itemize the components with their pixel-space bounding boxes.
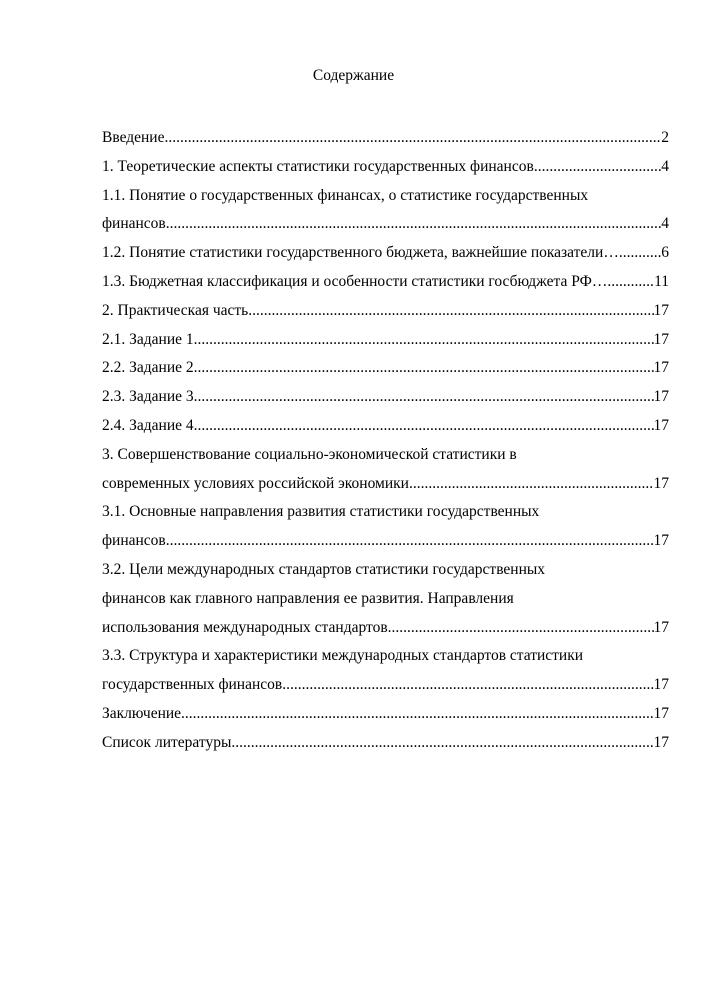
toc-entry-leader-line <box>102 527 669 556</box>
dot-leader <box>166 527 654 556</box>
toc-entry-text-line: 3.3. Структура и характеристики международных стандартов статистики <box>102 647 584 665</box>
toc-entry-leader-line <box>102 326 669 355</box>
toc-entry-leader-line <box>102 700 669 729</box>
toc-entry-text-line: 3. Совершенствование социально-экономической статистики в <box>102 445 517 463</box>
toc-entry-leader-line <box>102 268 669 297</box>
toc-entry-label: 2.4. Задание 4 <box>102 416 194 434</box>
dot-leader <box>231 729 653 758</box>
dot-leader <box>194 354 654 383</box>
toc-entry <box>102 441 669 499</box>
toc-entry-label: 2. Практическая часть <box>102 301 249 319</box>
toc-entry-label: 2.3. Задание 3 <box>102 388 194 406</box>
toc-entry <box>102 239 669 268</box>
toc-entry-text-line: финансов как главного направления ее развития. Направления <box>102 589 514 607</box>
toc-entry-label: 1. Теоретические аспекты статистики государственных финансов <box>102 157 534 175</box>
toc-page-number: 17 <box>653 676 669 694</box>
toc-entry-label: 1.3. Бюджетная классификация и особенности статистики госбюджета РФ….. <box>102 272 616 290</box>
toc-entry-text-line: 3.1. Основные направления развития статистики государственных <box>102 503 540 521</box>
toc-entry <box>102 153 669 182</box>
toc-entry-leader-line <box>102 671 669 700</box>
dot-leader <box>409 470 654 499</box>
table-of-contents <box>102 124 669 758</box>
dot-leader <box>248 297 653 326</box>
toc-entry-leader-line <box>102 412 669 441</box>
toc-entry-label: государственных финансов <box>102 676 283 694</box>
toc-page-number: 17 <box>653 733 669 751</box>
toc-entry <box>102 729 669 758</box>
toc-entry <box>102 642 669 700</box>
toc-entry-leader-line <box>102 470 669 499</box>
toc-entry-leader-line <box>102 297 669 326</box>
toc-entry <box>102 297 669 326</box>
toc-entry-label: финансов <box>102 215 166 233</box>
toc-entry-leader-line <box>102 210 669 239</box>
toc-entry-label: 1.2. Понятие статистики государственного бюджета, важнейшие показатели… <box>102 244 619 262</box>
dot-leader <box>534 153 661 182</box>
toc-page-number: 6 <box>661 244 669 262</box>
toc-title: Содержание <box>312 67 395 84</box>
toc-entry <box>102 556 669 642</box>
toc-entry <box>102 383 669 412</box>
toc-page-number: 17 <box>653 388 669 406</box>
toc-page-number: 17 <box>653 359 669 377</box>
dot-leader <box>164 124 661 153</box>
toc-page-number: 4 <box>661 215 669 233</box>
toc-page-number: 2 <box>661 129 669 146</box>
toc-entry-leader-line <box>102 614 669 643</box>
dot-leader <box>194 326 654 355</box>
toc-page-number: 17 <box>653 416 669 434</box>
toc-entry-leader-line <box>102 239 669 268</box>
toc-entry-label: Заключение <box>102 704 182 722</box>
toc-page-number: 17 <box>653 301 669 319</box>
toc-page-number: 17 <box>653 704 669 722</box>
toc-entry-text-line: 3.2. Цели международных стандартов статистики государственных <box>102 560 546 578</box>
dot-leader <box>388 614 654 643</box>
dot-leader <box>282 671 653 700</box>
toc-entry-label: использования международных стандартов <box>102 618 388 636</box>
toc-entry <box>102 700 669 729</box>
toc-entry-label: 2.1. Задание 1 <box>102 330 194 348</box>
dot-leader <box>615 268 654 297</box>
toc-entry <box>102 498 669 556</box>
toc-entry <box>102 124 669 153</box>
toc-entry-label: финансов <box>102 532 166 550</box>
toc-entry <box>102 412 669 441</box>
toc-entry-label: 2.2. Задание 2 <box>102 359 194 377</box>
toc-entry <box>102 354 669 383</box>
toc-entry-label: современных условиях российской экономики <box>102 474 409 492</box>
dot-leader <box>194 383 654 412</box>
toc-page-number: 4 <box>661 157 669 175</box>
toc-entry-leader-line <box>102 354 669 383</box>
toc-entry-leader-line <box>102 383 669 412</box>
toc-entry-leader-line <box>102 729 669 758</box>
toc-entry <box>102 268 669 297</box>
toc-entry-leader-line <box>102 124 669 153</box>
dot-leader <box>619 239 661 268</box>
toc-entry-label: Введение <box>102 129 165 146</box>
toc-page-number: 17 <box>653 330 669 348</box>
dot-leader <box>194 412 654 441</box>
toc-page-number: 17 <box>653 474 669 492</box>
dot-leader <box>181 700 653 729</box>
toc-page-number: 17 <box>653 618 669 636</box>
toc-entry-text-line: 1.1. Понятие о государственных финансах, о статистике государственных <box>102 186 589 204</box>
toc-entry-label: Список литературы <box>102 733 232 751</box>
toc-entry <box>102 326 669 355</box>
toc-page-number: 17 <box>653 532 669 550</box>
toc-entry <box>102 182 669 240</box>
toc-entry-leader-line <box>102 153 669 182</box>
dot-leader <box>166 210 661 239</box>
toc-page-number: 11 <box>654 272 669 290</box>
